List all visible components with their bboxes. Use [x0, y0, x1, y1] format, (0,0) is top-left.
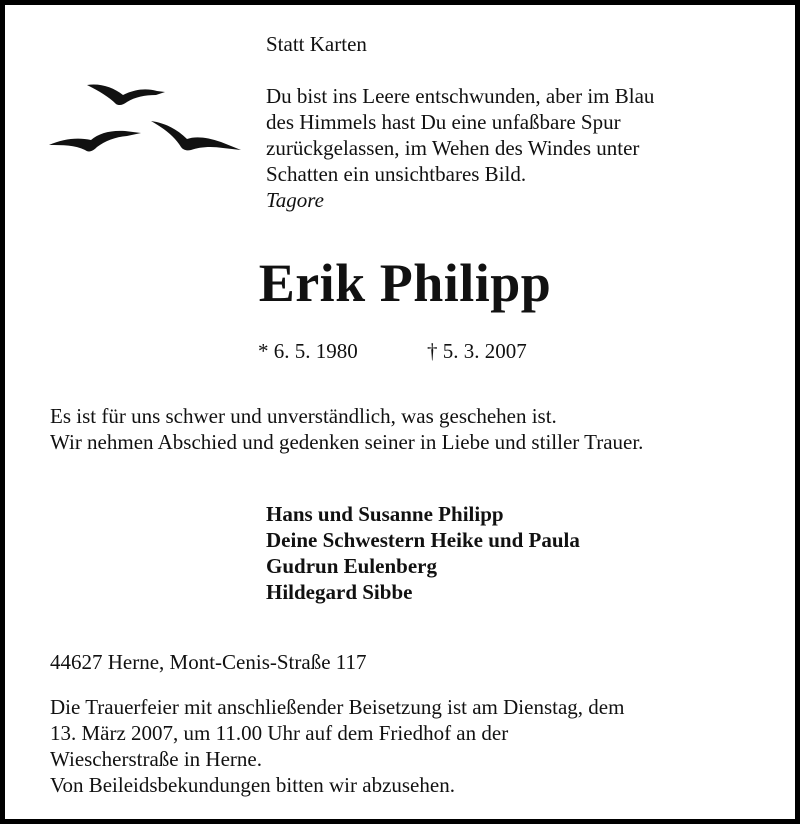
funeral-line: Von Beileidsbekundungen bitten wir abzusehen. [50, 773, 455, 797]
poem-line: Schatten ein unsichtbares Bild. [266, 162, 527, 186]
poem-line: des Himmels hast Du eine unfaßbare Spur [266, 110, 621, 134]
birds-icon [45, 75, 255, 165]
mourner-name: Hildegard Sibbe [266, 580, 413, 604]
mourner-name: Hans und Susanne Philipp [266, 502, 504, 526]
bird-right [151, 121, 241, 150]
statt-karten: Statt Karten [266, 32, 367, 56]
poem-line: zurückgelassen, im Wehen des Windes unter [266, 136, 640, 160]
mourner-name: Gudrun Eulenberg [266, 554, 437, 578]
message-line: Es ist für uns schwer und unverständlich, was geschehen ist. [50, 404, 557, 428]
address: 44627 Herne, Mont-Cenis-Straße 117 [50, 650, 367, 674]
bird-top [87, 84, 165, 105]
death-date: † 5. 3. 2007 [427, 339, 527, 363]
funeral-line: 13. März 2007, um 11.00 Uhr auf dem Friedhof an der [50, 721, 509, 745]
poem-line: Du bist ins Leere entschwunden, aber im Blau [266, 84, 655, 108]
deceased-name: Erik Philipp [258, 253, 552, 313]
mourner-name: Deine Schwestern Heike und Paula [266, 528, 580, 552]
funeral-line: Wiescherstraße in Herne. [50, 747, 262, 771]
poem-author: Tagore [266, 188, 324, 212]
birth-date: * 6. 5. 1980 [258, 339, 358, 363]
message-line: Wir nehmen Abschied und gedenken seiner in Liebe und stiller Trauer. [50, 430, 644, 454]
funeral-line: Die Trauerfeier mit anschließender Beisetzung ist am Dienstag, dem [50, 695, 625, 719]
bird-left [49, 131, 141, 152]
